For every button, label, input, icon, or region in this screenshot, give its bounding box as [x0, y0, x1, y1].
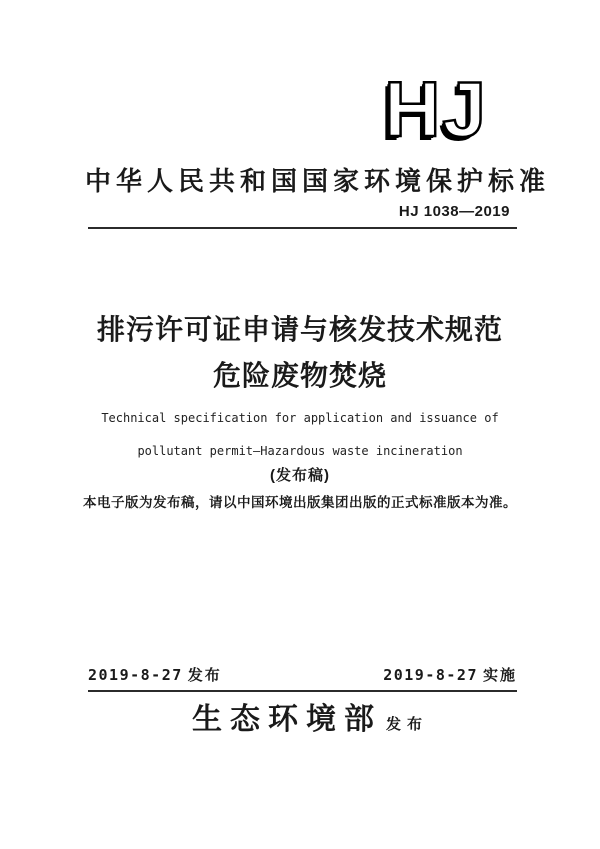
- dates-row: [88, 664, 517, 687]
- standard-title-en-line1: Technical specification for application and issuance of: [101, 411, 499, 425]
- standard-title-en-line2: pollutant permit—Hazardous waste incineration: [137, 444, 463, 458]
- publish-action-label: 发布: [385, 717, 428, 733]
- edition-note: 本电子版为发布稿，请以中国环境出版集团出版的正式标准版本为准。: [83, 495, 517, 510]
- national-standard-header: 中华人民共和国国家环境保护标准: [85, 166, 551, 196]
- implementation-date-group: [383, 664, 517, 687]
- publisher-row: [0, 700, 600, 745]
- publisher-name: 生态环境部: [191, 703, 382, 736]
- standard-title-zh-line1: 排污许可证申请与核发技术规范: [96, 314, 503, 345]
- standard-title-en: [0, 402, 600, 468]
- issue-date-label: 发布: [187, 667, 222, 684]
- footer-divider: [88, 690, 517, 692]
- issue-date: 2019-8-27: [88, 666, 183, 684]
- issue-date-group: [88, 664, 222, 687]
- header-divider: [88, 227, 517, 229]
- hj-standard-logo: HJ: [384, 65, 488, 153]
- implementation-date-label: 实施: [482, 667, 517, 684]
- standard-number: HJ 1038—2019: [398, 203, 510, 220]
- standard-title-zh: [0, 307, 600, 399]
- standard-title-zh-line2: 危险废物焚烧: [212, 360, 387, 391]
- implementation-date: 2019-8-27: [383, 666, 478, 684]
- draft-edition-label: (发布稿): [270, 467, 330, 484]
